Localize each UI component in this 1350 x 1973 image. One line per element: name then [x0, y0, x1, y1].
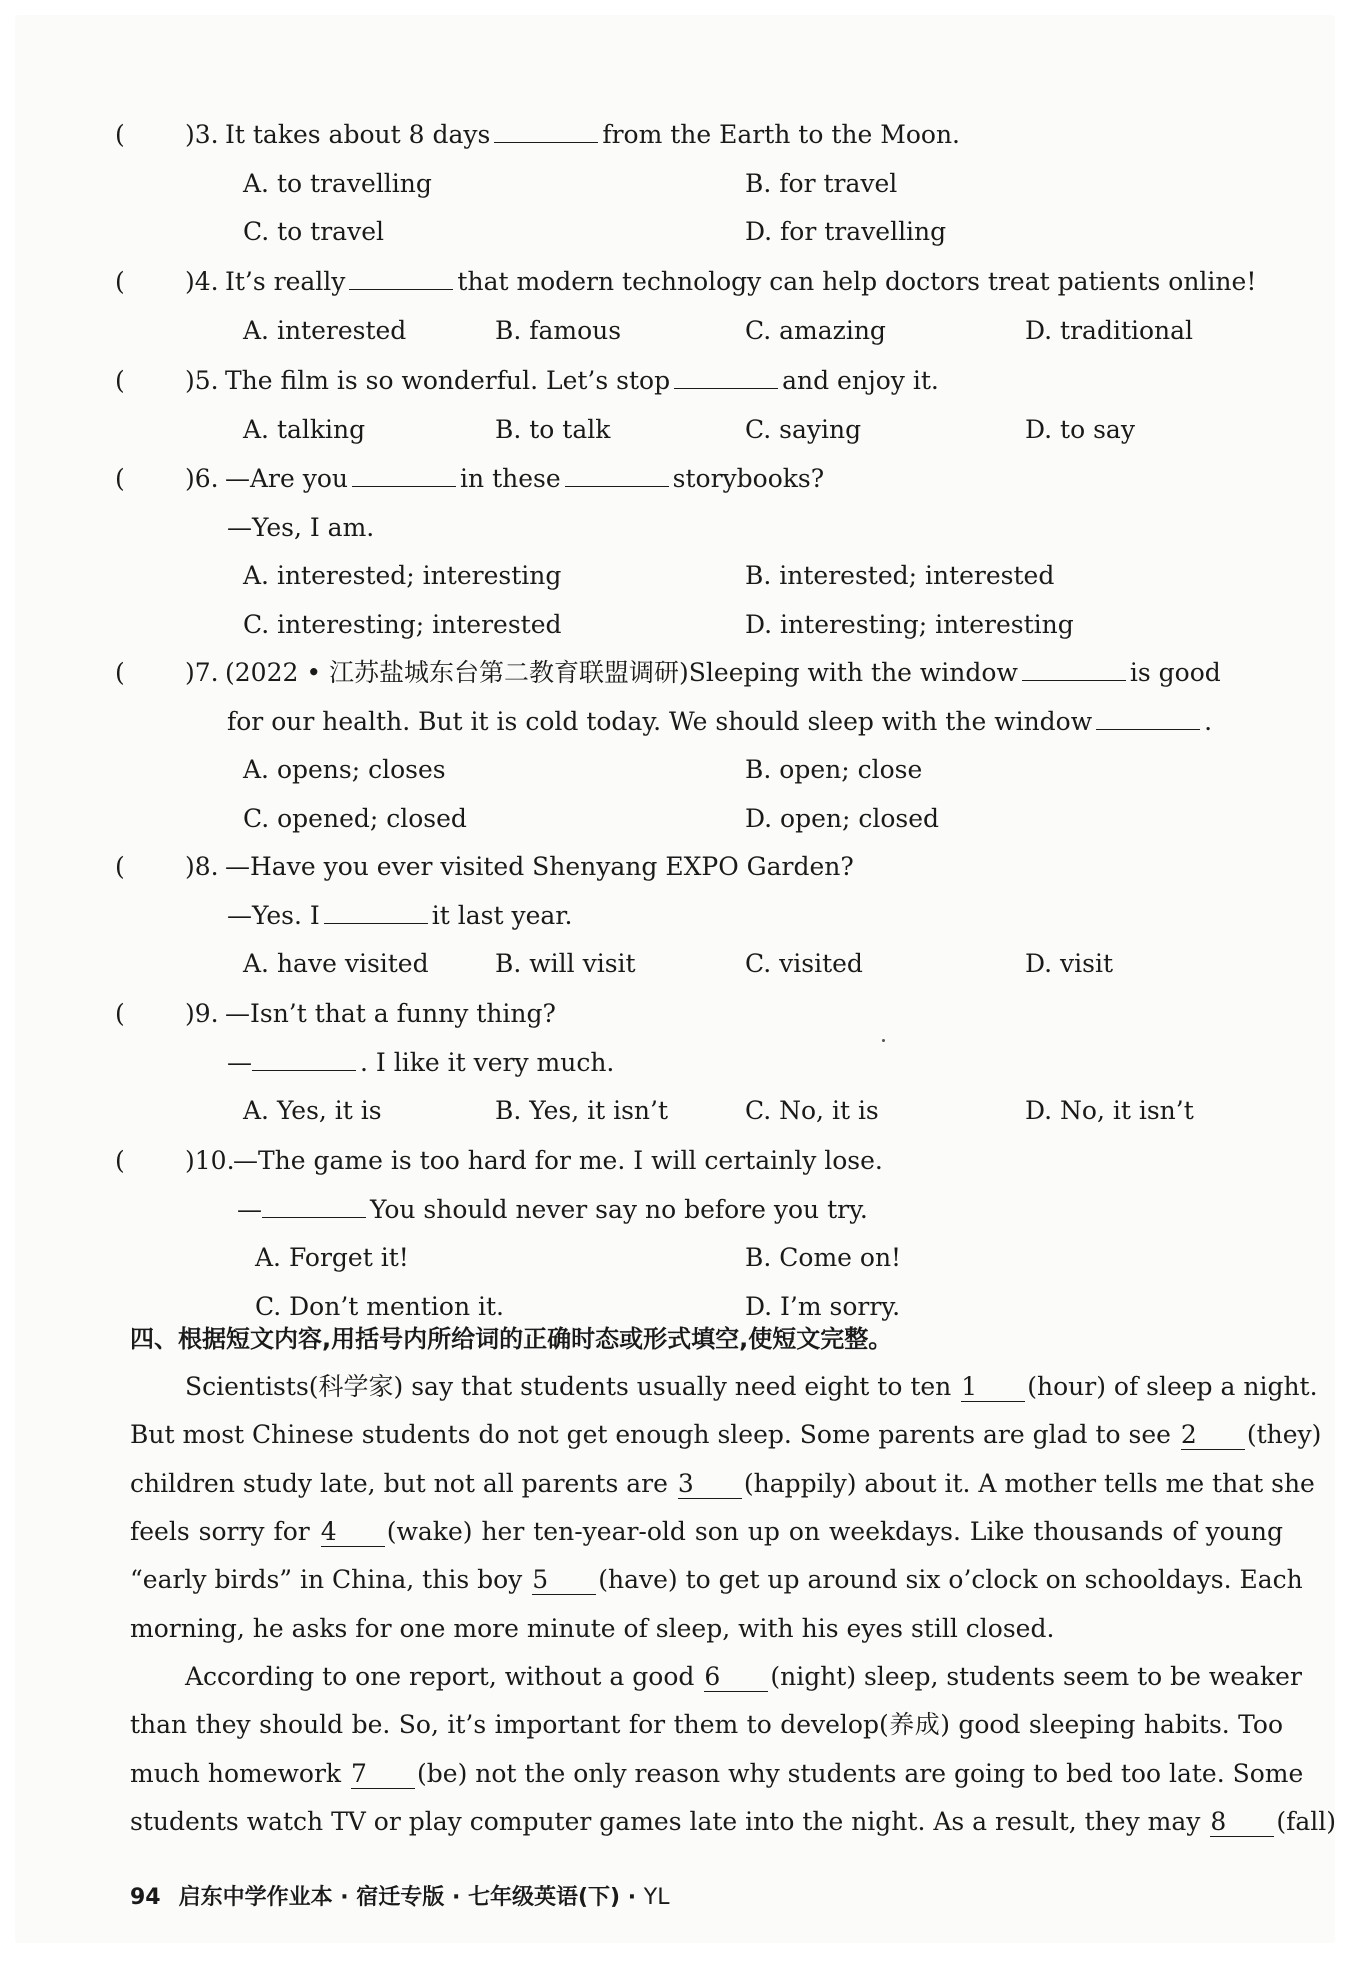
passage-text: children study late, but not all parents are: [130, 1469, 676, 1498]
stem-text: (2022 • 江苏盐城东台第二教育联盟调研)Sleeping with the window: [225, 658, 1018, 687]
numbered-blank: 6: [704, 1663, 768, 1692]
passage-line: [185, 1660, 1302, 1694]
stem-text: —: [227, 1047, 252, 1077]
answer-paren: (: [115, 267, 125, 296]
answer-option: A. interested; interesting: [243, 561, 562, 590]
answer-blank: [352, 462, 456, 487]
answer-option: B. for travel: [745, 168, 898, 198]
stem-text: —Isn’t that a funny thing?: [225, 999, 556, 1028]
numbered-blank: 3: [678, 1470, 742, 1499]
passage-text: (night) sleep, students seem to be weaker: [770, 1662, 1302, 1691]
answer-option: B. Come on!: [745, 1243, 902, 1272]
passage-text: students watch TV or play computer games late into the night. As a result, they may: [130, 1807, 1209, 1836]
answer-option: C. visited: [745, 949, 863, 978]
passage-text: “early birds” in China, this boy: [130, 1565, 531, 1594]
stem-text: —: [237, 1194, 262, 1224]
answer-option: C. No, it is: [745, 1096, 879, 1125]
answer-option: D. to say: [1025, 414, 1135, 444]
answer-paren: (: [115, 464, 125, 493]
stem-text: —Yes. I: [227, 900, 320, 930]
answer-option: B. famous: [495, 315, 622, 345]
answer-paren: (: [115, 852, 125, 881]
question-stem-line: [225, 265, 1256, 299]
question-number: )10.: [185, 1146, 235, 1175]
passage-line: [130, 1757, 1304, 1791]
page-number: 94: [130, 1885, 161, 1910]
passage-text: (they): [1246, 1420, 1322, 1449]
stem-text: You should never say no before you try.: [370, 1194, 868, 1224]
answer-blank: [1096, 705, 1200, 730]
passage-line: [130, 1563, 1303, 1597]
answer-option: C. amazing: [745, 315, 886, 345]
numbered-blank: 4: [321, 1518, 385, 1547]
passage-line: [185, 1370, 1318, 1404]
answer-paren: (: [115, 658, 125, 687]
answer-blank: [262, 1193, 366, 1218]
stem-text: —Are you: [225, 464, 349, 493]
answer-option: A. to travelling: [243, 168, 432, 198]
answer-option: B. to talk: [495, 414, 611, 444]
question-stem-line: [225, 656, 1221, 690]
answer-option: D. I’m sorry.: [745, 1291, 901, 1321]
passage-line: [130, 1515, 1283, 1549]
workbook-page: [15, 15, 1335, 1943]
answer-blank: [1022, 656, 1126, 681]
passage-text: (fall): [1276, 1807, 1336, 1836]
answer-option: B. will visit: [495, 949, 636, 978]
passage-text: Scientists(科学家) say that students usually need eight to ten: [185, 1372, 960, 1401]
numbered-blank: 8: [1210, 1808, 1274, 1837]
edition-code: YL: [643, 1885, 670, 1910]
question-stem-line: [225, 850, 854, 884]
answer-option: D. traditional: [1025, 315, 1194, 345]
stray-mark: [882, 1039, 885, 1042]
stem-text: from the Earth to the Moon.: [602, 120, 960, 149]
passage-text: morning, he asks for one more minute of sleep, with his eyes still closed.: [130, 1614, 1055, 1643]
stem-text: The film is so wonderful. Let’s stop: [225, 366, 671, 395]
answer-option: D. open; closed: [745, 803, 940, 833]
question-stem-line: [225, 118, 960, 152]
question-number: )8.: [185, 852, 219, 881]
stem-text: —Yes, I am.: [227, 512, 375, 542]
stem-text: storybooks?: [672, 464, 825, 493]
passage-text: (be) not the only reason why students are going to bed too late. Some: [417, 1759, 1304, 1788]
answer-paren: (: [115, 120, 125, 149]
question-number: )4.: [185, 267, 219, 296]
answer-option: A. talking: [243, 414, 366, 444]
answer-option: D. No, it isn’t: [1025, 1096, 1194, 1125]
passage-line: [130, 1612, 1283, 1646]
question-stem-line: [225, 364, 939, 398]
answer-option: A. opens; closes: [243, 755, 446, 784]
stem-text: It’s really: [225, 267, 346, 296]
question-stem-line: [225, 997, 556, 1031]
numbered-blank: 5: [532, 1566, 596, 1595]
answer-option: C. interesting; interested: [243, 609, 562, 639]
question-number: )9.: [185, 999, 219, 1028]
answer-blank: [674, 364, 778, 389]
stem-text: . I like it very much.: [360, 1047, 615, 1077]
answer-option: C. opened; closed: [243, 803, 467, 833]
answer-option: A. Forget it!: [255, 1243, 409, 1272]
answer-option: C. to travel: [243, 217, 384, 246]
book-title: 启东中学作业本 · 宿迁专版 · 七年级英语(下) ·: [178, 1885, 644, 1910]
answer-blank: [494, 118, 598, 143]
question-number: )5.: [185, 366, 219, 395]
question-stem-line: [233, 1144, 883, 1178]
passage-text: much homework: [130, 1759, 350, 1788]
numbered-blank: 7: [351, 1760, 415, 1789]
answer-paren: (: [115, 1146, 125, 1175]
passage-text: According to one report, without a good: [185, 1662, 703, 1691]
stem-text: for our health. But it is cold today. We should sleep with the window: [227, 706, 1093, 736]
passage-text: than they should be. So, it’s important for them to develop(养成) good sleeping habits. Too: [130, 1710, 1283, 1739]
stem-text: —The game is too hard for me. I will certainly lose.: [233, 1146, 883, 1175]
passage-text: (wake) her ten-year-old son up on weekdays. Like thousands of young: [386, 1517, 1284, 1546]
answer-blank: [565, 462, 669, 487]
answer-paren: (: [115, 366, 125, 395]
question-number: )3.: [185, 120, 219, 149]
answer-blank: [349, 265, 453, 290]
stem-text: that modern technology can help doctors treat patients online!: [457, 267, 1257, 296]
stem-text: in these: [460, 464, 561, 493]
passage-line: [130, 1467, 1315, 1501]
passage-line: [130, 1708, 1283, 1742]
answer-option: C. Don’t mention it.: [255, 1291, 504, 1321]
numbered-blank: 2: [1181, 1421, 1245, 1450]
question-stem-line: [237, 1193, 868, 1227]
section-heading: 四、根据短文内容,用括号内所给词的正确时态或形式填空,使短文完整。: [130, 1325, 893, 1353]
answer-option: A. Yes, it is: [243, 1096, 382, 1125]
numbered-blank: 1: [961, 1373, 1025, 1402]
question-stem-line: [225, 462, 824, 496]
page-footer: [130, 1883, 669, 1913]
question-stem-line: [227, 899, 572, 933]
passage-text: feels sorry for: [130, 1517, 319, 1546]
question-stem-line: [227, 511, 374, 545]
answer-blank: [324, 899, 428, 924]
stem-text: —Have you ever visited Shenyang EXPO Garden?: [225, 852, 854, 881]
answer-option: D. interesting; interesting: [745, 609, 1074, 639]
answer-blank: [252, 1046, 356, 1071]
question-number: )6.: [185, 464, 219, 493]
passage-line: [130, 1805, 1336, 1839]
answer-option: C. saying: [745, 414, 862, 444]
passage-text: (happily) about it. A mother tells me that she: [743, 1469, 1315, 1498]
answer-option: A. have visited: [243, 949, 429, 978]
stem-text: It takes about 8 days: [225, 120, 491, 149]
stem-text: .: [1204, 706, 1213, 736]
passage-text: (have) to get up around six o’clock on schooldays. Each: [598, 1565, 1303, 1594]
answer-paren: (: [115, 999, 125, 1028]
passage-text: But most Chinese students do not get enough sleep. Some parents are glad to see: [130, 1420, 1179, 1449]
passage-line: [130, 1418, 1322, 1452]
question-number: )7.: [185, 658, 219, 687]
answer-option: D. for travelling: [745, 217, 947, 246]
answer-option: A. interested: [243, 315, 407, 345]
question-stem-line: [227, 1046, 614, 1080]
answer-option: B. open; close: [745, 755, 923, 784]
passage-text: (hour) of sleep a night.: [1027, 1372, 1318, 1401]
question-stem-line: [227, 705, 1212, 739]
stem-text: it last year.: [431, 900, 573, 930]
stem-text: and enjoy it.: [782, 366, 939, 395]
answer-option: B. interested; interested: [745, 561, 1055, 590]
answer-option: D. visit: [1025, 949, 1114, 978]
stem-text: is good: [1129, 658, 1221, 687]
answer-option: B. Yes, it isn’t: [495, 1096, 669, 1125]
